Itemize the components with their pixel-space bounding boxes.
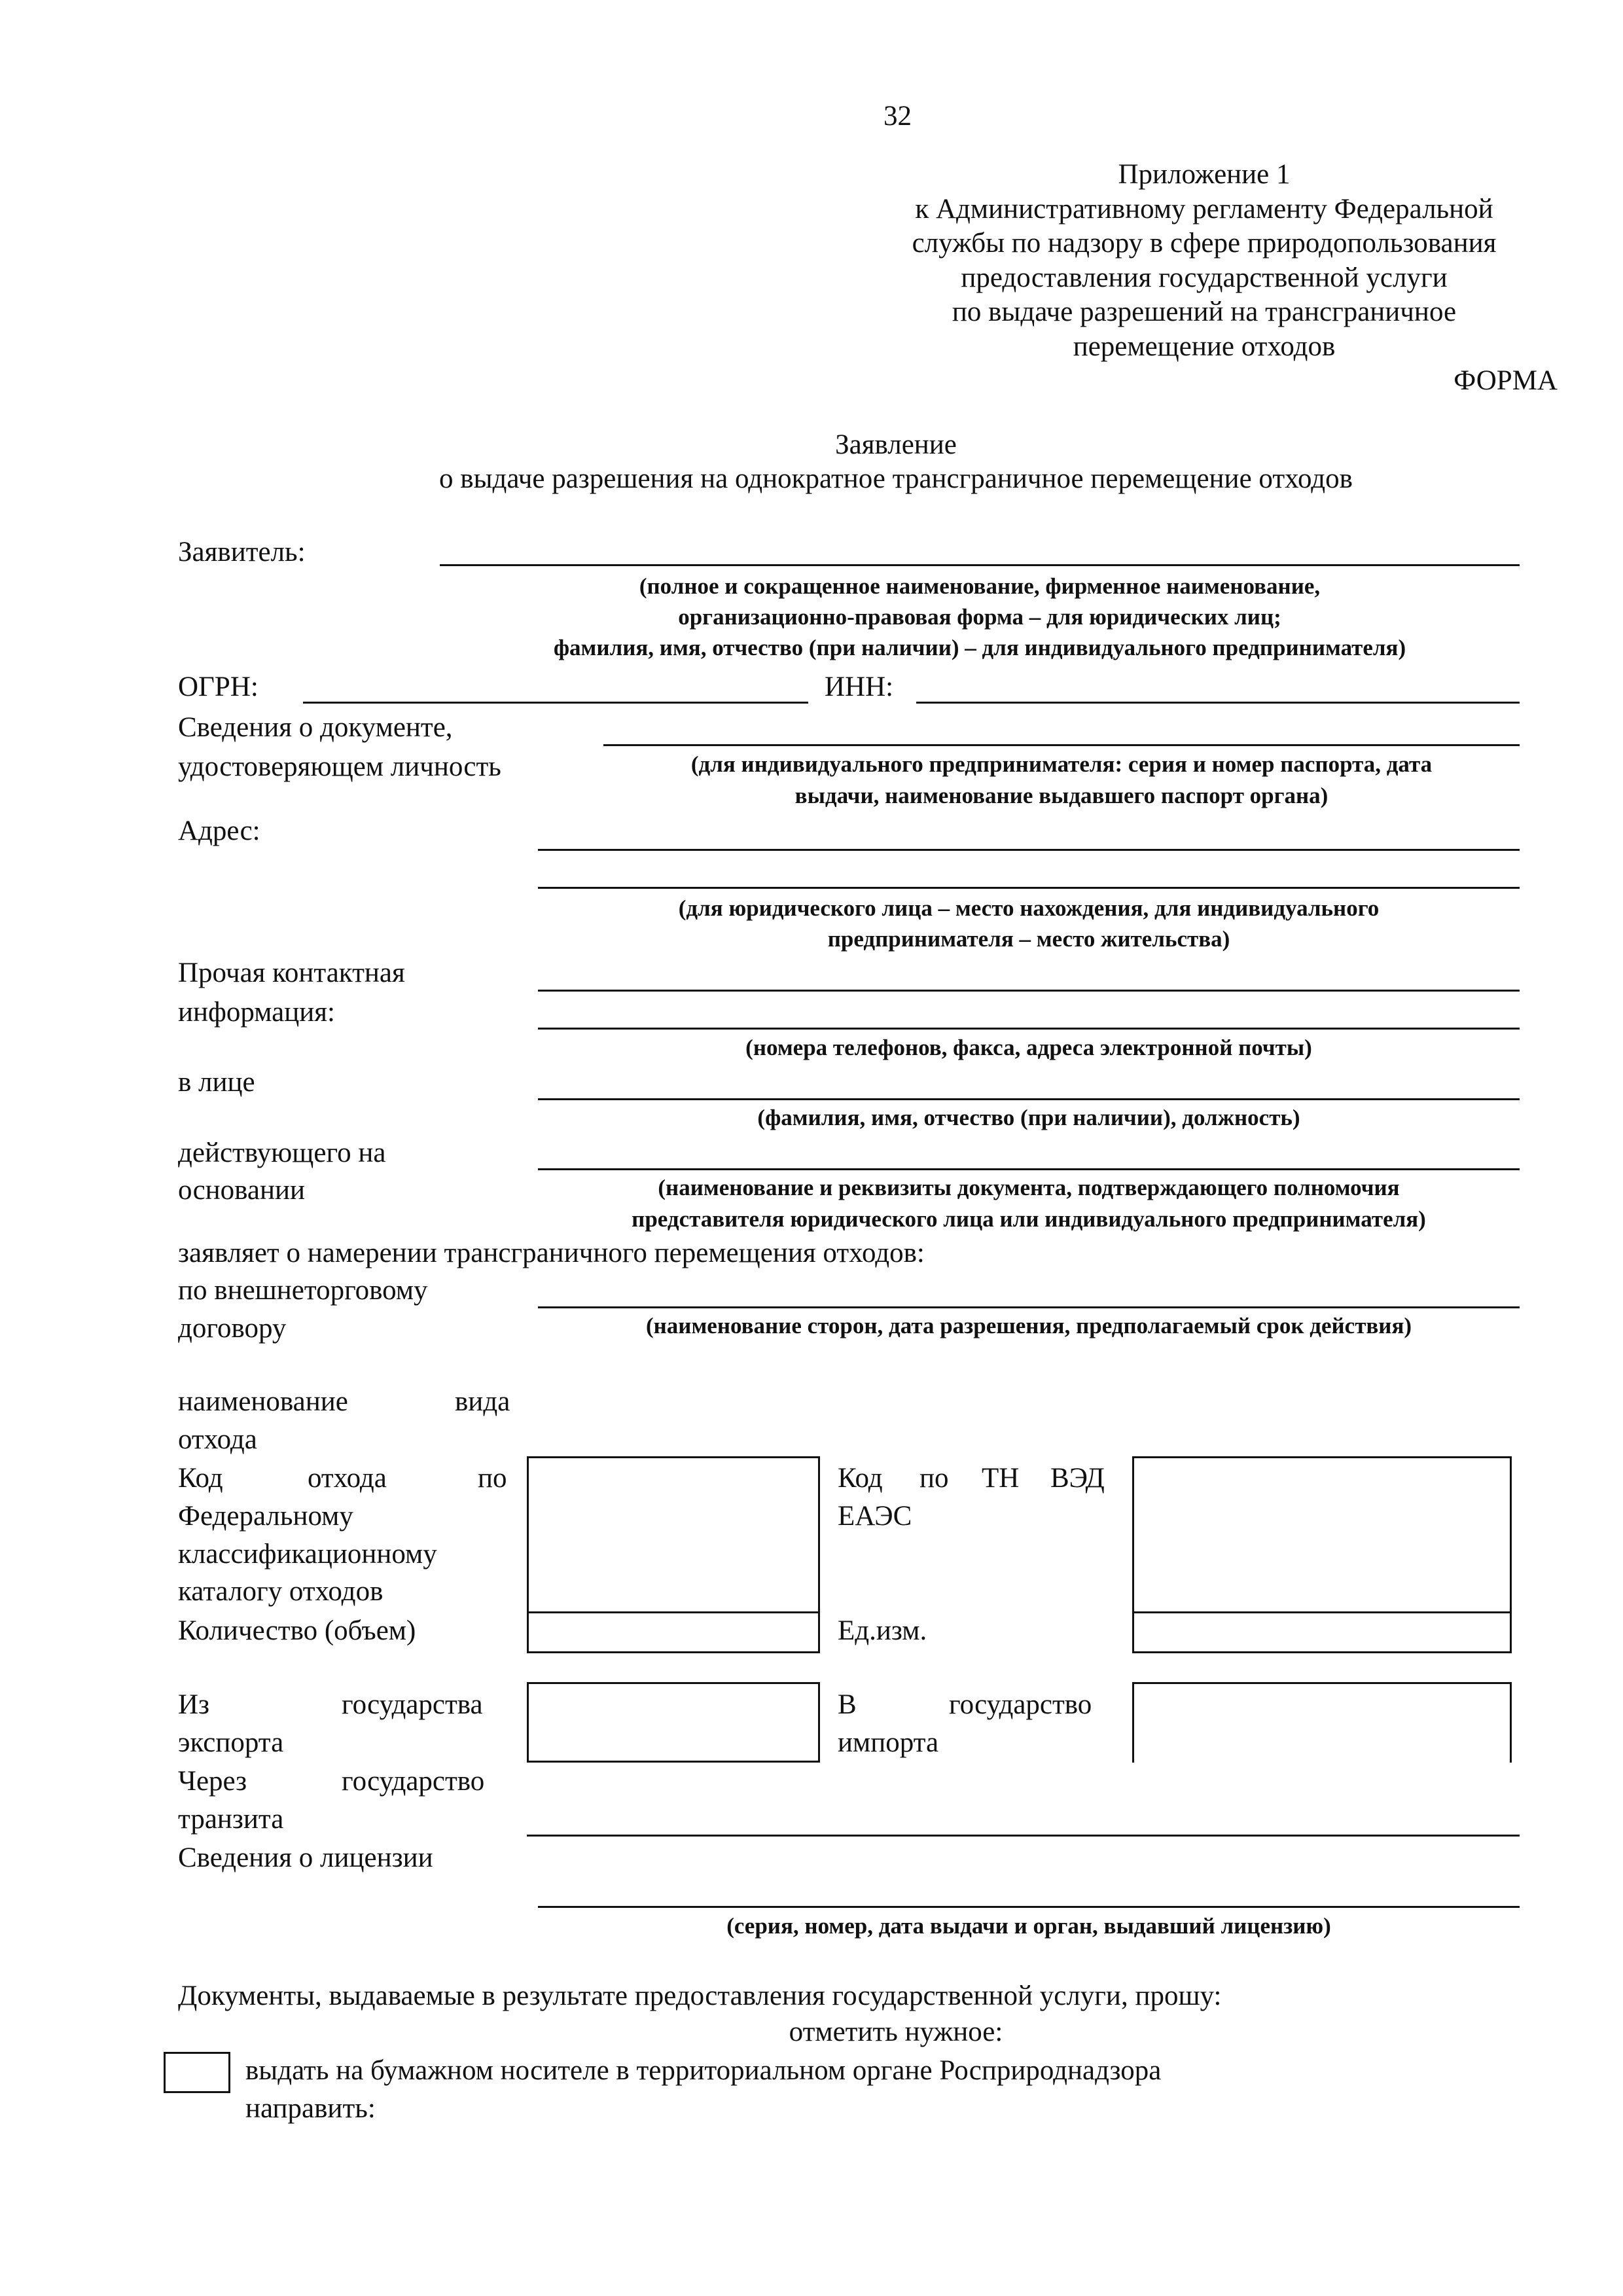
applicant-input-line[interactable] bbox=[440, 564, 1520, 566]
contact-label: Прочая контактная bbox=[178, 958, 405, 988]
header-line: Приложение 1 bbox=[1118, 159, 1291, 190]
address-input-line-2[interactable] bbox=[538, 887, 1520, 889]
basis-label: действующего на bbox=[178, 1138, 386, 1168]
contract-label: по внешнеторговому bbox=[178, 1275, 428, 1306]
tnved-label: ЕАЭС bbox=[838, 1501, 912, 1532]
license-label: Сведения о лицензии bbox=[178, 1842, 433, 1873]
waste-code-box[interactable] bbox=[527, 1456, 820, 1613]
applicant-hint: организационно-правовая форма – для юридических лиц; bbox=[678, 604, 1281, 630]
tnved-label: ВЭД bbox=[1050, 1463, 1105, 1494]
basis-hint: (наименование и реквизиты документа, подтверждающего полномочия bbox=[658, 1175, 1400, 1200]
waste-name-label: наименование bbox=[178, 1386, 348, 1417]
declares-statement: заявляет о намерении трансграничного перемещения отходов: bbox=[178, 1238, 925, 1268]
tnved-label: по bbox=[919, 1463, 949, 1494]
waste-code-label: классификационному bbox=[178, 1539, 437, 1570]
send-option-label: направить: bbox=[245, 2093, 376, 2124]
basis-hint: представителя юридического лица или индивидуального предпринимателя) bbox=[632, 1206, 1426, 1232]
transit-state-label: Через bbox=[178, 1766, 247, 1797]
header-line: перемещение отходов bbox=[1073, 331, 1336, 362]
import-state-box-left bbox=[1132, 1682, 1134, 1763]
contact-input-line-1[interactable] bbox=[538, 990, 1520, 992]
tnved-label: ТН bbox=[982, 1463, 1020, 1494]
unit-box[interactable] bbox=[1132, 1611, 1512, 1653]
contact-label: информация: bbox=[178, 997, 335, 1028]
paper-option-label: выдать на бумажном носителе в территориальном органе Росприроднадзора bbox=[245, 2055, 1162, 2086]
import-state-box-right bbox=[1510, 1682, 1512, 1763]
person-input-line[interactable] bbox=[538, 1098, 1520, 1100]
header-line: предоставления государственной услуги bbox=[961, 262, 1448, 293]
document-subtitle: о выдаче разрешения на однократное трансграничное перемещение отходов bbox=[439, 463, 1353, 494]
contact-hint: (номера телефонов, факса, адреса электронной почты) bbox=[745, 1035, 1312, 1060]
address-hint: предпринимателя – место жительства) bbox=[827, 926, 1230, 952]
waste-code-label: Федеральному bbox=[178, 1501, 353, 1532]
documents-mark-needed: отметить нужное: bbox=[789, 2017, 1003, 2047]
waste-code-label: Код bbox=[178, 1463, 223, 1494]
header-line: по выдаче разрешений на трансграничное bbox=[952, 296, 1457, 327]
transit-state-input-line[interactable] bbox=[527, 1835, 1520, 1837]
export-state-box[interactable] bbox=[527, 1682, 820, 1763]
identity-hint: (для индивидуального предпринимателя: серия и номер паспорта, дата bbox=[690, 751, 1433, 777]
applicant-label: Заявитель: bbox=[178, 537, 306, 567]
page-number: 32 bbox=[883, 101, 912, 132]
export-state-label: государства bbox=[342, 1689, 483, 1720]
export-state-label: экспорта bbox=[178, 1727, 284, 1758]
address-label: Адрес: bbox=[178, 816, 260, 846]
document-title: Заявление bbox=[835, 429, 957, 460]
address-hint: (для юридического лица – место нахождения, для индивидуального bbox=[678, 895, 1380, 921]
contract-input-line[interactable] bbox=[538, 1306, 1520, 1308]
identity-label: Сведения о документе, bbox=[178, 712, 453, 743]
basis-input-line[interactable] bbox=[538, 1168, 1520, 1170]
quantity-label: Количество (объем) bbox=[178, 1615, 416, 1646]
contract-label: договору bbox=[178, 1313, 287, 1344]
waste-name-label: отхода bbox=[178, 1424, 257, 1455]
documents-request: Документы, выдаваемые в результате предоставления государственной услуги, прошу: bbox=[178, 1981, 1222, 2011]
waste-code-label: отхода bbox=[308, 1463, 387, 1494]
quantity-box[interactable] bbox=[527, 1611, 820, 1653]
paper-option-checkbox[interactable] bbox=[164, 2052, 230, 2093]
transit-state-label: транзита bbox=[178, 1804, 284, 1835]
inn-input-line[interactable] bbox=[916, 702, 1520, 704]
inn-label: ИНН: bbox=[825, 672, 894, 702]
license-hint: (серия, номер, дата выдачи и орган, выдавший лицензию) bbox=[726, 1913, 1331, 1939]
license-input-line[interactable] bbox=[538, 1906, 1520, 1908]
form-label: ФОРМА bbox=[1454, 365, 1558, 396]
person-label: в лице bbox=[178, 1067, 255, 1098]
identity-hint: выдачи, наименование выдавшего паспорт органа) bbox=[794, 783, 1329, 808]
basis-label: основании bbox=[178, 1175, 306, 1206]
transit-state-label: государство bbox=[342, 1766, 485, 1797]
import-state-label: импорта bbox=[838, 1727, 939, 1758]
import-state-label: государство bbox=[949, 1689, 1092, 1720]
header-line: к Административному регламенту Федеральной bbox=[915, 194, 1493, 224]
address-input-line-1[interactable] bbox=[538, 849, 1520, 851]
import-state-box-top bbox=[1132, 1682, 1512, 1684]
import-state-label: В bbox=[838, 1689, 857, 1720]
contract-hint: (наименование сторон, дата разрешения, предполагаемый срок действия) bbox=[645, 1313, 1412, 1338]
applicant-hint: фамилия, имя, отчество (при наличии) – для индивидуального предпринимателя) bbox=[553, 635, 1406, 660]
waste-name-label: вида bbox=[455, 1386, 510, 1417]
tnved-box[interactable] bbox=[1132, 1456, 1512, 1613]
waste-code-label: по bbox=[478, 1463, 507, 1494]
identity-input-line[interactable] bbox=[603, 744, 1520, 746]
person-hint: (фамилия, имя, отчество (при наличии), должность) bbox=[757, 1105, 1300, 1130]
ogrn-input-line[interactable] bbox=[303, 702, 808, 704]
tnved-label: Код bbox=[838, 1463, 883, 1494]
waste-code-label: каталогу отходов bbox=[178, 1576, 383, 1607]
unit-label: Ед.изм. bbox=[838, 1615, 927, 1646]
header-line: службы по надзору в сфере природопользования bbox=[912, 228, 1497, 259]
identity-label: удостоверяющем личность bbox=[178, 751, 501, 782]
contact-input-line-2[interactable] bbox=[538, 1028, 1520, 1030]
applicant-hint: (полное и сокращенное наименование, фирменное наименование, bbox=[639, 573, 1321, 599]
export-state-label: Из bbox=[178, 1689, 210, 1720]
ogrn-label: ОГРН: bbox=[178, 672, 259, 702]
